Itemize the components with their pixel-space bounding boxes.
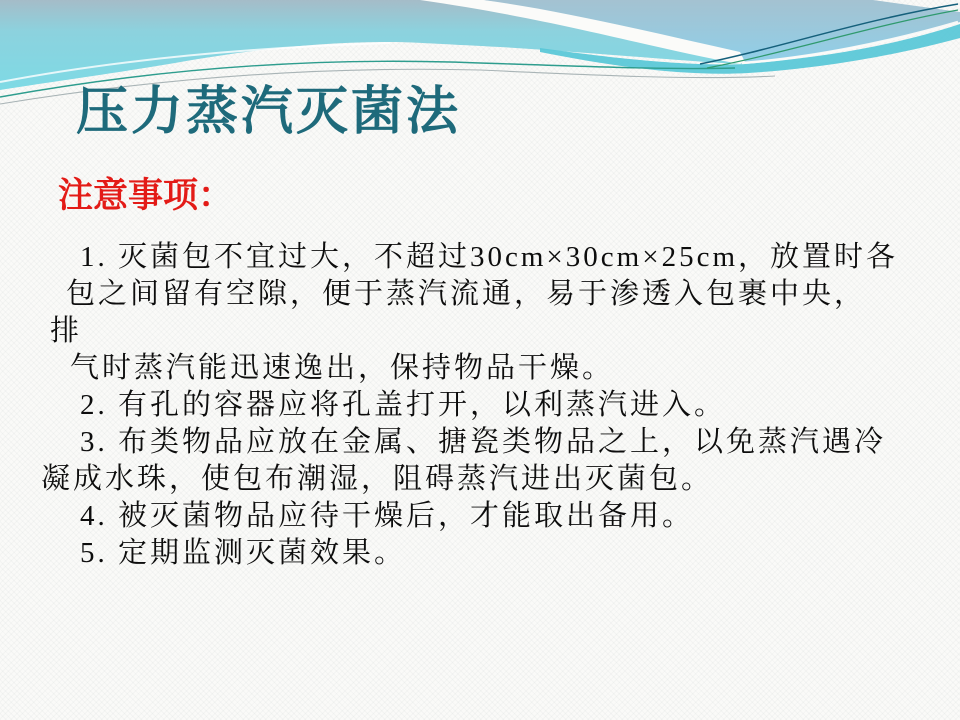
body-text-line: 凝成水珠，使包布潮湿，阻碍蒸汽进出灭菌包。: [41, 463, 714, 495]
body-text-line: 排: [50, 315, 83, 347]
body-text-line: 3. 布类物品应放在金属、搪瓷类物品之上，以免蒸汽遇冷: [80, 426, 887, 458]
body-text-line: 5. 定期监测灭菌效果。: [80, 537, 407, 569]
body-text-line: 1. 灭菌包不宜过大，不超过30cm×30cm×25cm，放置时各: [80, 241, 898, 273]
slide-title: 压力蒸汽灭菌法: [76, 84, 462, 141]
slide-subtitle: 注意事项：: [58, 176, 234, 215]
body-text-line: 4. 被灭菌物品应待干燥后，才能取出备用。: [80, 500, 695, 532]
body-text-line: 气时蒸汽能迅速逸出，保持物品干燥。: [70, 352, 615, 384]
body-text-line: 2. 有孔的容器应将孔盖打开，以利蒸汽进入。: [80, 389, 727, 421]
body-text-line: 包之间留有空隙，便于蒸汽流通，易于渗透入包裹中央，: [66, 278, 867, 310]
slide-body-text: [40, 239, 940, 572]
